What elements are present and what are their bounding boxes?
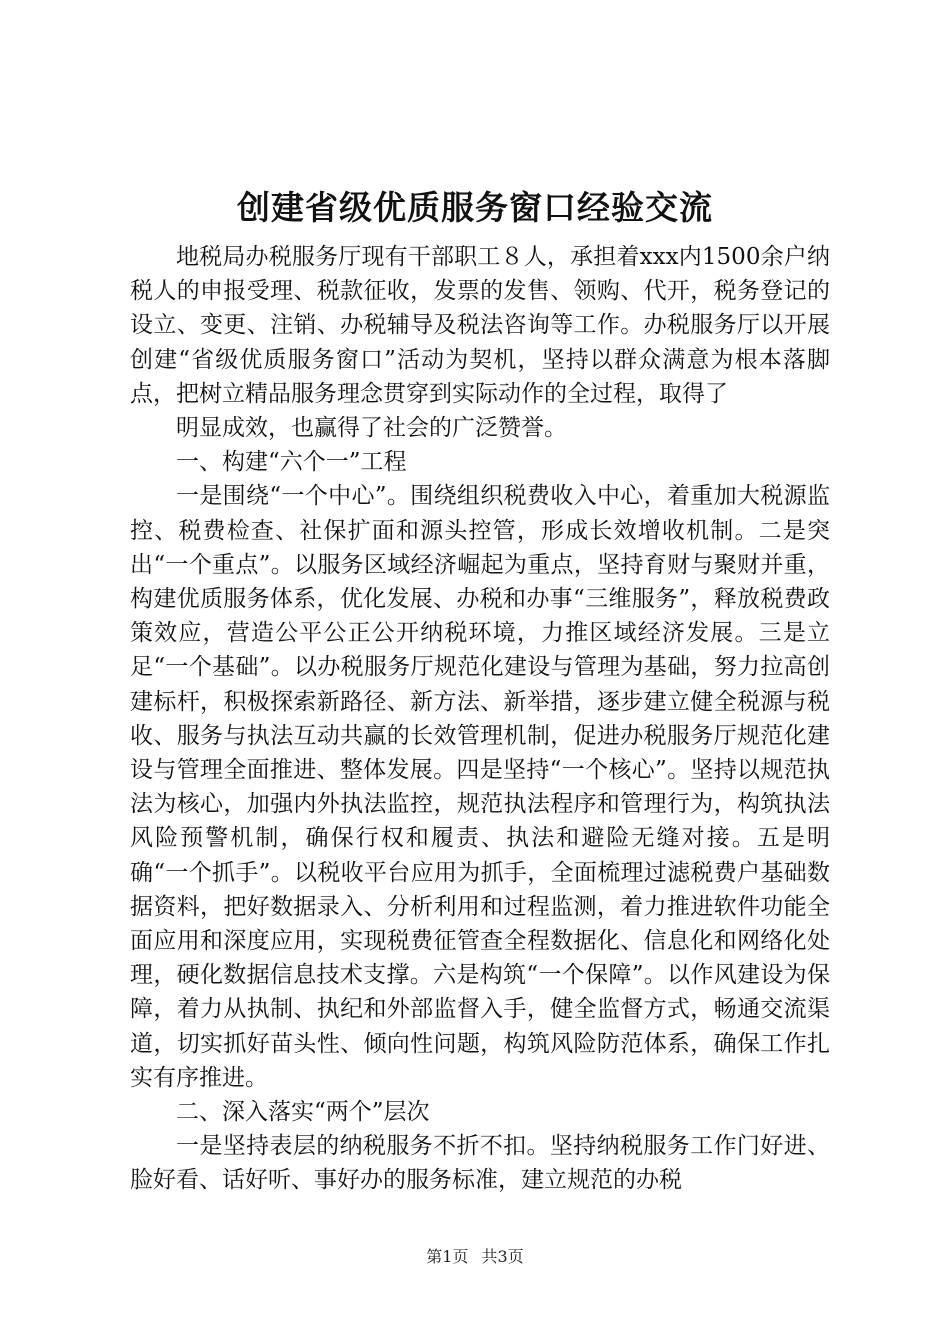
page-number: 第1页 — [426, 1247, 469, 1266]
document-title: 创建省级优质服务窗口经验交流 — [237, 188, 713, 227]
paragraph-intro-continued: 明显成效，也赢得了社会的广泛赞誉。 — [176, 415, 567, 442]
section-heading-1: 一、构建“六个一”工程 — [176, 449, 407, 476]
paragraph-section-1: 一是围绕“一个中心”。围绕组织税费收入中心，着重加大税源监控、税费检查、社保扩面和源头控管，形成长效增收机制。二是突出“一个重点”。以服务区域经济崛起为重点，坚持育财与聚财并重，构建优质服务体系，优化发展、办税和办事“三维服务”，释放税费政策效应，营造公平公正公开纳税环境，力推区域经济发展。三是立足“一个基础”。以办税服务厅规范化建设与管理为基础，努力拉高创建标杆，积极探索新路径、新方法、新举措，逐步建立健全税源与税收、服务与执法互动共赢的长效管理机制，促进办税服务厅规范化建设与管理全面推进、整体发展。四是坚持“一个核心”。坚持以规范执法为核心，加强内外执法监控，规范执法程序和管理行为，构筑执法风险预警机制，确保行权和履责、执法和避险无缝对接。五是明确“一个抓手”。以税收平台应用为抓手，全面梳理过滤税费户基础数据资料，把好数据录入、分析利用和过程监测，着力推进软件功能全面应用和深度应用，实现税费征管查全程数据化、信息化和网络化处理，硬化数据信息技术支撑。六是构筑“一个保障”。以作风建设为保障，着力从执制、执纪和外部监督入手，健全监督方式，畅通交流渠道，切实抓好苗头性、倾向性问题，构筑风险防范体系，确保工作扎实有序推进。 — [130, 483, 830, 1091]
page-footer — [0, 1246, 950, 1268]
paragraph-section-2: 一是坚持表层的纳税服务不折不扣。坚持纳税服务工作门好进、脸好看、话好听、事好办的服务标准，建立规范的办税 — [130, 1133, 830, 1194]
document-body — [130, 240, 830, 1198]
paragraph-intro: 地税局办税服务厅现有干部职工８人，承担着xxx内1500余户纳税人的申报受理、税款征收，发票的发售、领购、代开，税务登记的设立、变更、注销、办税辅导及税法咨询等工作。办税服务厅以开展创建“省级优质服务窗口”活动为契机，坚持以群众满意为根本落脚点，把树立精品服务理念贯穿到实际动作的全过程，取得了 — [130, 244, 830, 407]
page-total: 共3页 — [481, 1247, 524, 1266]
section-heading-2: 二、深入落实“两个”层次 — [176, 1099, 430, 1126]
